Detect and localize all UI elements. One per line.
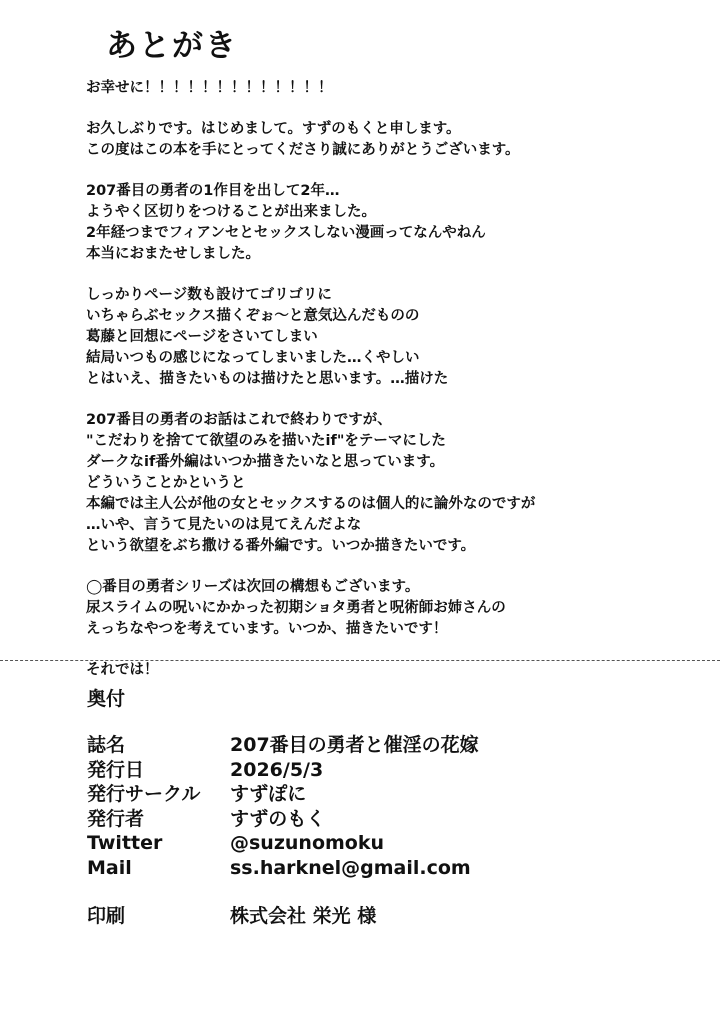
afterword-line: この度はこの本を手にとってくださり誠にありがとうございます。 xyxy=(86,142,520,158)
colophon-row-circle xyxy=(87,782,687,807)
afterword-line: 207番目の勇者の1作目を出して2年… xyxy=(86,183,340,199)
colophon-row-date xyxy=(87,758,687,783)
afterword-paragraph xyxy=(86,119,696,161)
colophon-value: ss.harknel@gmail.com xyxy=(230,856,471,879)
afterword-paragraph xyxy=(86,78,696,99)
afterword-line: 2年経つまでフィアンセとセックスしない漫画ってなんやねん xyxy=(86,225,486,241)
afterword-line: …いや、言うて見たいのは見てえんだよな xyxy=(86,517,362,533)
colophon-value: 207番目の勇者と催淫の花嫁 xyxy=(230,734,479,756)
colophon-label: 誌名 xyxy=(87,734,126,756)
afterword-line: 本編では主人公が他の女とセックスするのは個人的に論外なのですが xyxy=(86,496,536,512)
colophon-value: @suzunomoku xyxy=(230,832,385,854)
afterword-paragraph xyxy=(86,285,696,390)
colophon-table xyxy=(87,733,687,929)
page-title: あとがき xyxy=(106,28,238,64)
afterword-line: いちゃらぶセックス描くぞぉ〜と意気込んだものの xyxy=(86,308,420,324)
afterword-line: という欲望をぶち撒ける番外編です。いつか描きたいです。 xyxy=(86,538,476,554)
afterword-line: しっかりページ数も設けてゴリゴリに xyxy=(86,287,332,303)
afterword-line: お幸せに！！！！！！！！！！！！！ xyxy=(86,80,333,96)
colophon-label: 発行サークル xyxy=(87,783,201,805)
colophon-row-twitter xyxy=(87,831,687,856)
afterword-paragraph xyxy=(86,410,696,557)
colophon-value: すずのもく xyxy=(230,807,326,830)
afterword-line: "こだわりを捨てて欲望のみを描いたif"をテーマにした xyxy=(86,433,446,449)
colophon-row-title xyxy=(87,733,687,758)
afterword-line: 尿スライムの呪いにかかった初期ショタ勇者と呪術師お姉さんの xyxy=(86,600,506,616)
afterword-line: ダークなif番外編はいつか描きたいなと思っています。 xyxy=(86,454,445,470)
colophon-heading: 奥付 xyxy=(87,688,126,710)
afterword-body xyxy=(86,78,696,701)
afterword-line: 結局いつもの感じになってしまいました…くやしい xyxy=(86,350,420,366)
afterword-paragraph xyxy=(86,181,696,265)
colophon-value: 2026/5/3 xyxy=(230,758,324,781)
afterword-paragraph xyxy=(86,660,696,681)
colophon-label: 印刷 xyxy=(87,905,126,927)
colophon-label: Mail xyxy=(87,856,132,879)
colophon-label: Twitter xyxy=(87,832,163,854)
afterword-line: ◯番目の勇者シリーズは次回の構想もございます。 xyxy=(86,579,420,595)
colophon-label: 発行者 xyxy=(87,807,145,830)
afterword-line: それでは！ xyxy=(86,662,159,678)
afterword-line: 本当におまたせしました。 xyxy=(86,246,260,262)
afterword-line: どういうことかというと xyxy=(86,475,246,491)
colophon-row-mail xyxy=(87,856,687,881)
colophon-label: 発行日 xyxy=(87,758,145,781)
afterword-line: ようやく区切りをつけることが出来ました。 xyxy=(86,204,376,220)
colophon-row-publisher xyxy=(87,807,687,832)
colophon-value: 株式会社 栄光 様 xyxy=(230,905,377,927)
colophon-row-printer xyxy=(87,904,687,929)
afterword-line: えっちなやつを考えています。いつか、描きたいです！ xyxy=(86,621,448,637)
afterword-line: 葛藤と回想にページをさいてしまい xyxy=(86,329,318,345)
colophon-value: すずぽに xyxy=(230,783,307,805)
dashed-divider xyxy=(0,660,720,661)
afterword-line: とはいえ、描きたいものは描けたと思います。…描けた xyxy=(86,371,449,387)
afterword-paragraph xyxy=(86,577,696,640)
afterword-line: 207番目の勇者のお話はこれで終わりですが、 xyxy=(86,412,392,428)
afterword-line: お久しぶりです。はじめまして。すずのもくと申します。 xyxy=(86,121,461,137)
